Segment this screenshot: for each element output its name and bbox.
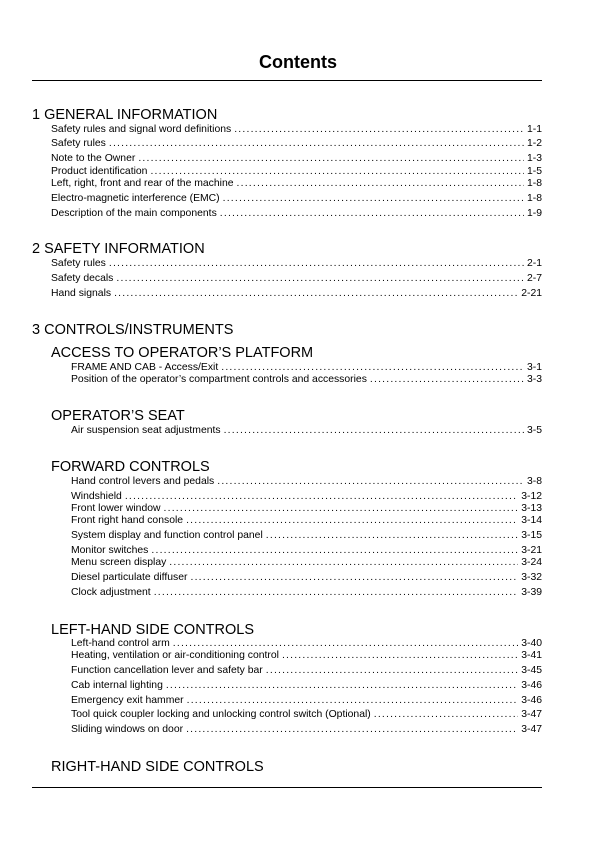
subsection-heading: OPERATOR’S SEAT (51, 408, 185, 424)
toc-entry-page: 3-45 (521, 665, 542, 676)
dot-leader (223, 193, 524, 205)
toc-entry-label: FRAME AND CAB - Access/Exit (71, 362, 219, 373)
toc-entry[interactable] (71, 476, 542, 488)
toc-entry-page: 3-40 (521, 638, 542, 649)
toc-entry-page: 3-41 (521, 650, 542, 661)
toc-entry-label: Function cancellation lever and safety bar (71, 665, 263, 676)
dot-leader (169, 557, 518, 569)
toc-entry-label: Description of the main components (51, 208, 217, 219)
toc-entry-page: 3-39 (521, 587, 542, 598)
toc-entry-label: Monitor switches (71, 545, 149, 556)
section-heading: 3 CONTROLS/INSTRUMENTS (32, 322, 234, 338)
dot-leader (190, 572, 518, 584)
toc-entry-label: Diesel particulate diffuser (71, 572, 188, 583)
toc-entry[interactable] (71, 425, 542, 437)
toc-entry-page: 3-1 (526, 362, 542, 373)
toc-entry[interactable] (71, 491, 542, 503)
section-heading: 2 SAFETY INFORMATION (32, 241, 205, 257)
toc-entry-page: 3-32 (521, 572, 542, 583)
toc-entry[interactable] (71, 572, 542, 584)
toc-entry-label: Windshield (71, 491, 122, 502)
toc-entry[interactable] (71, 709, 542, 721)
dot-leader (217, 476, 524, 488)
toc-entry-page: 2-21 (521, 288, 542, 299)
toc-entry[interactable] (51, 166, 542, 178)
dot-leader (109, 138, 524, 150)
dot-leader (234, 124, 524, 136)
toc-entry[interactable] (71, 557, 542, 569)
toc-entry[interactable] (51, 273, 542, 285)
dot-leader (237, 178, 524, 190)
dot-leader (220, 208, 524, 220)
toc-entry[interactable] (71, 650, 542, 662)
toc-entry-page: 3-47 (521, 724, 542, 735)
toc-entry[interactable] (71, 587, 542, 599)
toc-entry-label: Left, right, front and rear of the machine (51, 178, 234, 189)
toc-entry-page: 1-3 (526, 153, 542, 164)
toc-entry-label: Air suspension seat adjustments (71, 425, 221, 436)
dot-leader (186, 515, 518, 527)
toc-entry-page: 1-5 (526, 166, 542, 177)
dot-leader (266, 530, 518, 542)
toc-entry-page: 1-2 (526, 138, 542, 149)
toc-entry-label: Front lower window (71, 503, 161, 514)
toc-entry-label: Menu screen display (71, 557, 167, 568)
toc-entry-page: 3-3 (526, 374, 542, 385)
dot-leader (187, 695, 519, 707)
toc-entry-label: Safety rules (51, 258, 106, 269)
toc-entry-page: 1-9 (526, 208, 542, 219)
toc-entry-page: 3-24 (521, 557, 542, 568)
toc-entry[interactable] (71, 545, 542, 557)
dot-leader (164, 503, 519, 515)
dot-leader (282, 650, 518, 662)
section-heading: 1 GENERAL INFORMATION (32, 107, 218, 123)
subsection-heading: ACCESS TO OPERATOR’S PLATFORM (51, 345, 314, 361)
toc-entry[interactable] (51, 258, 542, 270)
toc-entry-label: Electro-magnetic interference (EMC) (51, 193, 220, 204)
toc-entry[interactable] (51, 193, 542, 205)
toc-entry-page: 3-47 (521, 709, 542, 720)
toc-entry-label: Safety rules (51, 138, 106, 149)
toc-entry-page: 2-7 (526, 273, 542, 284)
toc-entry-label: System display and function control panel (71, 530, 263, 541)
dot-leader (151, 545, 518, 557)
dot-leader (266, 665, 518, 677)
toc-entry[interactable] (71, 695, 542, 707)
dot-leader (109, 258, 524, 270)
toc-entry-label: Front right hand console (71, 515, 184, 526)
dot-leader (138, 153, 524, 165)
bottom-divider (32, 787, 542, 788)
toc-entry-label: Emergency exit hammer (71, 695, 184, 706)
dot-leader (116, 273, 524, 285)
toc-entry-label: Hand signals (51, 288, 112, 299)
dot-leader (186, 724, 518, 736)
toc-entry-label: Heating, ventilation or air-conditioning control (71, 650, 279, 661)
toc-entry-label: Clock adjustment (71, 587, 151, 598)
toc-entry[interactable] (71, 503, 542, 515)
toc-entry[interactable] (51, 288, 542, 300)
dot-leader (370, 374, 524, 386)
toc-entry-page: 3-5 (526, 425, 542, 436)
toc-entry[interactable] (51, 138, 542, 150)
toc-entry-label: Sliding windows on door (71, 724, 184, 735)
toc-entry-label: Safety decals (51, 273, 114, 284)
subsection-heading: LEFT-HAND SIDE CONTROLS (51, 622, 255, 638)
toc-entry-label: Safety rules and signal word definitions (51, 124, 232, 135)
toc-entry-label: Note to the Owner (51, 153, 136, 164)
top-divider (32, 80, 542, 81)
toc-entry-label: Position of the operator’s compartment controls and accessories (71, 374, 367, 385)
toc-entry[interactable] (51, 208, 542, 220)
toc-entry-label: Product identification (51, 166, 148, 177)
page-title: Contents (259, 52, 337, 72)
dot-leader (224, 425, 524, 437)
subsection-heading: RIGHT-HAND SIDE CONTROLS (51, 759, 264, 775)
toc-entry[interactable] (71, 638, 542, 650)
toc-entry[interactable] (71, 362, 542, 374)
toc-entry-page: 3-14 (521, 515, 542, 526)
toc-entry-page: 3-21 (521, 545, 542, 556)
toc-entry-page: 3-12 (521, 491, 542, 502)
dot-leader (125, 491, 518, 503)
toc-entry[interactable] (71, 680, 542, 692)
dot-leader (114, 288, 518, 300)
toc-entry[interactable] (71, 665, 542, 677)
toc-entry[interactable] (71, 515, 542, 527)
toc-entry-page: 3-15 (521, 530, 542, 541)
toc-entry-label: Left-hand control arm (71, 638, 170, 649)
subsection-heading: FORWARD CONTROLS (51, 459, 210, 475)
toc-entry-page: 3-46 (521, 695, 542, 706)
dot-leader (150, 166, 524, 178)
toc-entry-page: 1-8 (526, 178, 542, 189)
toc-entry-label: Hand control levers and pedals (71, 476, 215, 487)
toc-entry-page: 1-8 (526, 193, 542, 204)
dot-leader (173, 638, 518, 650)
dot-leader (374, 709, 518, 721)
toc-entry[interactable] (71, 530, 542, 542)
toc-entry-page: 1-1 (526, 124, 542, 135)
toc-entry-label: Cab internal lighting (71, 680, 163, 691)
toc-entry-page: 3-13 (521, 503, 542, 514)
toc-entry-page: 2-1 (526, 258, 542, 269)
toc-entry[interactable] (51, 153, 542, 165)
dot-leader (154, 587, 519, 599)
toc-entry[interactable] (71, 374, 542, 386)
toc-entry-page: 3-46 (521, 680, 542, 691)
toc-entry-label: Tool quick coupler locking and unlocking control switch (Optional) (71, 709, 371, 720)
toc-entry-page: 3-8 (526, 476, 542, 487)
dot-leader (166, 680, 518, 692)
toc-entry[interactable] (51, 124, 542, 136)
toc-entry[interactable] (71, 724, 542, 736)
dot-leader (221, 362, 524, 374)
toc-entry[interactable] (51, 178, 542, 190)
